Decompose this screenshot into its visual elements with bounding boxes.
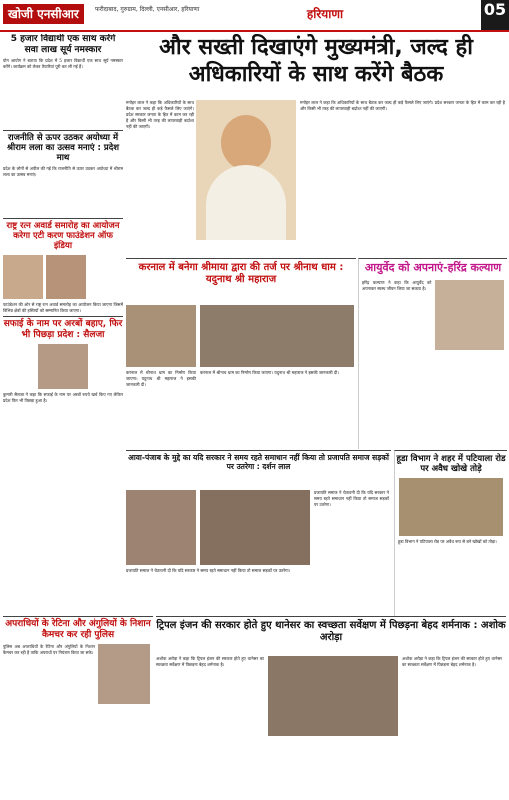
story-karnal-headline (126, 258, 356, 307)
lead-body-col1 (126, 100, 194, 255)
police-photo (98, 644, 150, 704)
story-surya-namaskar (3, 34, 123, 126)
body: फाउंडेशन की ओर से राष्ट्र रत्न अवार्ड समारोह का आयोजन किया जाएगा जिसमें विभिन्न क्षेत्रों की हस्तियों को सम्मानित किया जाएगा। (3, 302, 123, 314)
selja-photo (38, 344, 88, 389)
body-continued: अशोक अरोड़ा ने कहा कि ट्रिपल इंजन की सरकार होते हुए थानेसर का स्वच्छता सर्वेक्षण में पिछड़ना बेहद शर्मनाक है। (402, 656, 502, 667)
body-continued: करनाल में श्रीनाथ धाम का निर्माण किया जाएगा। यदुनाथ श्री महाराज ने इसकी जानकारी दी। (200, 370, 339, 375)
story-huda (394, 450, 507, 616)
body: करनाल में श्रीनाथ धाम का निर्माण किया जाएगा। यदुनाथ श्री महाराज ने इसकी जानकारी दी। (126, 370, 196, 387)
dateline: फरीदाबाद, गुरुग्राम, दिल्ली, एनसीआर, हरियाणा (95, 6, 200, 13)
headline: सफाई के नाम पर अरबों बहाए, फिर भी पिछड़ा प्रदेश : सैलजा (3, 319, 123, 340)
story-foundation (3, 218, 123, 314)
page-number: 05 (481, 0, 509, 30)
body: कुमारी सैलजा ने कहा कि सफाई के नाम पर अरबों रुपये खर्च किए गए लेकिन प्रदेश फिर भी पिछड़ा हुआ है। (3, 392, 123, 404)
story-prajapati-headline (126, 450, 391, 491)
headline: करनाल में बनेगा श्रीमाया द्वारा की तर्ज पर श्रीनाथ धाम : यदुनाथ श्री महाराज (138, 262, 344, 285)
paper-logo: खोजी एनसीआर (3, 4, 84, 24)
story-selja (3, 316, 123, 452)
headline: ट्रिपल इंजन की सरकार होते हुए थानेसर का स्वच्छता सर्वेक्षण में पिछड़ना बेहद शर्मनाक : अशोक अरोड़ा (156, 620, 506, 643)
lead-headline (126, 34, 506, 94)
masthead (0, 0, 509, 32)
karnal-photo-group (200, 305, 354, 367)
cm-photo (196, 100, 296, 240)
headline: राजनीति से ऊपर उठकर अयोध्या में श्रीराम लला का उत्सव मनाएं : प्रदेश माथ (7, 133, 119, 164)
headline: राष्ट्र रत्न अवार्ड समारोह का आयोजन करेगा एटी करण फाउंडेशन ऑफ इंडिया (6, 221, 120, 252)
body: योग आयोग ने बताया कि प्रदेश में 5 हजार विद्यार्थी एक साथ सूर्य नमस्कार करेंगे। कार्यक्रम को लेकर तैयारियां पूरी कर ली गई हैं। (3, 58, 123, 70)
headline: 5 हजार विद्यार्थी एक साथ करेंगे सवा लाख सूर्य नमस्कार (10, 34, 116, 55)
person-photo (3, 255, 43, 299)
headline: अपराधियों के रेटिना और अंगुलियों के निशान कैमचर कर रही पुलिस (5, 619, 151, 640)
karnal-photo (126, 305, 196, 367)
headline: आयुर्वेद को अपनाएं-हरिंद्र कल्याण (364, 261, 502, 274)
story-ayurveda (358, 258, 507, 449)
story-ayodhya (3, 130, 123, 216)
huda-photo (399, 478, 503, 536)
prajapati-photo (126, 490, 196, 565)
prajapati-photo-group (200, 490, 310, 565)
lead-body-col2 (300, 100, 505, 255)
headline: आवा-पंजाब के मुद्दे का यदि सरकार ने समय रहते समाधान नहीं किया तो प्रजापति समाज सड़कों पर उतरेगा : दर्शन लाल (128, 453, 389, 471)
lead-body-continued: मनोहर लाल ने कहा कि अधिकारियों के साथ बैठक कर जल्द ही कड़े फैसले लिए जाएंगे। प्रदेश सरकार जनता के हित में काम कर रही है और किसी भी तरह की लापरवाही बर्दाश्त नहीं की जाएगी। (300, 100, 505, 111)
arora-photo (268, 656, 398, 736)
story-karnal-body (126, 305, 356, 445)
body: अशोक अरोड़ा ने कहा कि ट्रिपल इंजन की सरकार होते हुए थानेसर का स्वच्छता सर्वेक्षण में पिछड़ना बेहद शर्मनाक है। (156, 656, 264, 667)
body-continued: प्रजापति समाज ने चेतावनी दी कि यदि सरकार ने समय रहते समाधान नहीं किया तो समाज सड़कों पर उतरेगा। (126, 568, 291, 573)
body: प्रदेश के लोगों से अपील की गई कि राजनीति से ऊपर उठकर अयोध्या में श्रीराम लला का उत्सव मनाएं। (3, 166, 123, 178)
person-photo (46, 255, 86, 299)
section-title: हरियाणा (306, 7, 344, 21)
story-police (3, 616, 153, 799)
story-ashok-arora-body (156, 656, 506, 798)
story-prajapati-body (126, 490, 391, 615)
body: हूडा विभाग ने पटियाला रोड पर अवैध रूप से बने खोखों को तोड़ा। (398, 539, 497, 545)
body: प्रजापति समाज ने चेतावनी दी कि यदि सरकार ने समय रहते समाधान नहीं किया तो समाज सड़कों पर उतरेगा। (314, 490, 389, 507)
ayurveda-photo (435, 280, 505, 350)
headline-line-1: और सख्ती दिखाएंगे मुख्यमंत्री, जल्द ही (159, 35, 473, 60)
headline: हूडा विभाग ने शहर में पटियाला रोड पर अवैध खोखे तोड़े (396, 454, 506, 475)
body: हरिंद्र कल्याण ने कहा कि आयुर्वेद को अपनाकर स्वस्थ जीवन जिया जा सकता है। (362, 279, 432, 291)
story-ashok-arora-headline (156, 616, 506, 655)
body: पुलिस अब अपराधियों के रेटिना और अंगुलियों के निशान कैमचर कर रही है ताकि अपराधों पर नियंत्रण किया जा सके। (3, 644, 95, 656)
lead-body: मनोहर लाल ने कहा कि अधिकारियों के साथ बैठक कर जल्द ही कड़े फैसले लिए जाएंगे। प्रदेश सरकार जनता के हित में काम कर रही है और किसी भी तरह की लापरवाही बर्दाश्त नहीं की जाएगी। (126, 100, 194, 129)
headline-line-2: अधिकारियों के साथ करेंगे बैठक (188, 62, 444, 87)
